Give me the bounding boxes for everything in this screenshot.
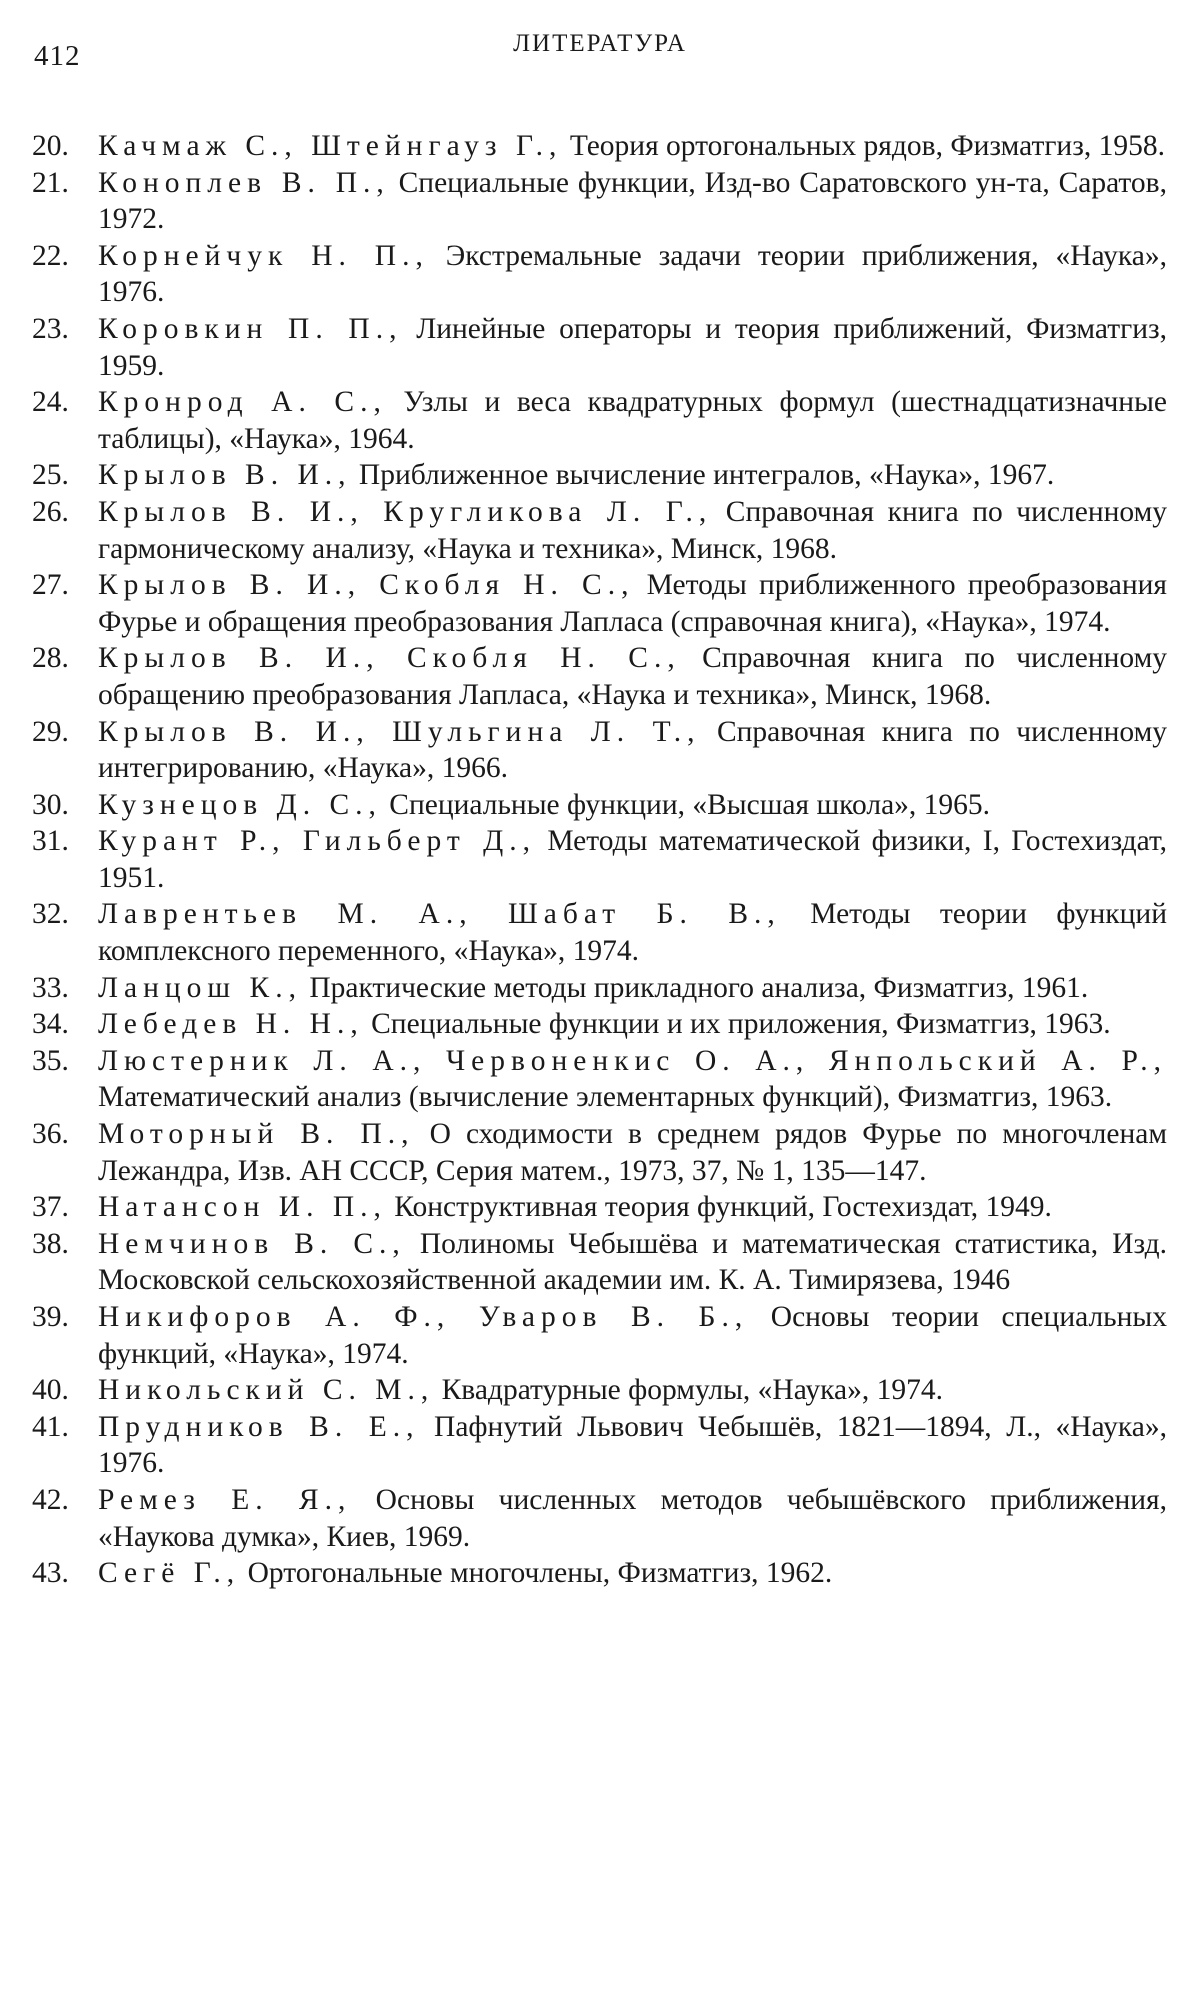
reference-number: 32. (32, 898, 69, 931)
reference-text: Ортогональные многочлены, Физматгиз, 1962. (240, 1557, 833, 1590)
reference-item (32, 311, 1167, 384)
reference-text: Основы теории специальных функций, «Наука», 1974. (98, 1301, 1167, 1370)
reference-number: 43. (32, 1557, 69, 1590)
reference-number: 25. (32, 459, 69, 492)
reference-author: Крылов В. И., Скобля Н. С., (98, 569, 635, 602)
reference-text: Математический анализ (вычисление элементарных функций), Физматгиз, 1963. (98, 1081, 1113, 1114)
reference-item (32, 1116, 1167, 1189)
reference-author: Прудников В. Е., (98, 1410, 420, 1443)
reference-number: 37. (32, 1191, 69, 1224)
reference-number: 34. (32, 1008, 69, 1041)
reference-number: 27. (32, 569, 69, 602)
reference-text: Специальные функции, «Высшая школа», 1965. (381, 788, 991, 821)
reference-number: 42. (32, 1483, 69, 1516)
reference-author: Моторный В. П., (98, 1118, 415, 1151)
reference-author: Ланцош К., (98, 971, 302, 1004)
reference-number: 21. (32, 166, 69, 199)
reference-text: Линейные операторы и теория приближений, Физматгиз, 1959. (98, 312, 1168, 382)
reference-text: Справочная книга по численному гармоническому анализу, «Наука и техника», Минск, 1968. (98, 495, 1168, 565)
reference-text: Пафнутий Львович Чебышёв, 1821—1894, Л., «Наука», 1976. (98, 1410, 1167, 1480)
reference-number: 33. (32, 971, 69, 1004)
reference-number: 24. (32, 386, 69, 419)
reference-number: 39. (32, 1301, 69, 1333)
reference-author: Крылов В. И., Кругликова Л. Г., (98, 495, 713, 528)
reference-author: Кронрод А. С., (98, 386, 387, 419)
reference-item (32, 1189, 1167, 1226)
reference-item (32, 165, 1167, 238)
reference-author: Никифоров А. Ф., Уваров В. Б., (98, 1301, 749, 1333)
reference-item (32, 1043, 1167, 1116)
reference-item (32, 714, 1167, 787)
reference-item (32, 1372, 1167, 1409)
reference-text: Специальные функции и их приложения, Физматгиз, 1963. (363, 1008, 1111, 1041)
reference-item (32, 1482, 1167, 1555)
reference-author: Корнейчук Н. П., (98, 239, 429, 272)
reference-number: 20. (32, 130, 69, 162)
running-title: ЛИТЕРАТУРА (513, 30, 687, 57)
reference-author: Лаврентьев М. А., Шабат Б. В., (98, 898, 781, 931)
reference-item (32, 384, 1167, 457)
reference-item (32, 128, 1167, 165)
reference-text: Приближенное вычисление интегралов, «Наука», 1967. (351, 459, 1055, 492)
reference-number: 38. (32, 1227, 69, 1260)
reference-number: 23. (32, 312, 69, 345)
reference-text: Основы численных методов чебышёвского приближения, «Наукова думка», Киев, 1969. (98, 1483, 1167, 1553)
reference-item (32, 1299, 1167, 1372)
reference-author: Крылов В. И., Шульгина Л. Т., (98, 715, 701, 748)
reference-item (32, 823, 1167, 896)
reference-item (32, 970, 1167, 1007)
reference-item (32, 1409, 1167, 1482)
reference-item (32, 787, 1167, 824)
reference-text: Методы приближенного преобразования Фурье и обращения преобразования Лапласа (справочная книга), «Наука», 1974. (98, 569, 1167, 638)
reference-item (32, 238, 1167, 311)
reference-text: О сходимости в среднем рядов Фурье по многочленам Лежандра, Изв. АН СССР, Серия матем., 1973, 37, № 1, 135—147. (98, 1118, 1167, 1187)
reference-author: Крылов В. И., Скобля Н. С., (98, 642, 681, 675)
reference-item (32, 457, 1167, 494)
reference-text: Методы теории функций комплексного переменного, «Наука», 1974. (98, 898, 1167, 968)
reference-author: Никольский С. М., (98, 1374, 435, 1407)
reference-author: Коноплев В. П., (98, 166, 390, 199)
reference-number: 26. (32, 495, 69, 528)
reference-item (32, 1555, 1167, 1592)
reference-number: 36. (32, 1118, 69, 1151)
reference-author: Люстерник Л. А., Червоненкис О. А., Янпольский А. Р., (98, 1044, 1167, 1077)
reference-author: Натансон И. П., (98, 1191, 387, 1224)
reference-author: Коровкин П. П., (98, 312, 403, 345)
reference-text: Квадратурные формулы, «Наука», 1974. (434, 1374, 943, 1407)
reference-text: Теория ортогональных рядов, Физматгиз, 1958. (562, 130, 1165, 162)
reference-text: Полиномы Чебышёва и математическая статистика, Изд. Московской сельскохозяйственной академии им. К. А. Тимирязева, 1946 (98, 1227, 1167, 1297)
reference-item (32, 494, 1167, 567)
reference-number: 22. (32, 239, 69, 272)
reference-item (32, 640, 1167, 713)
reference-author: Качмаж С., Штейнгауз Г., (98, 130, 563, 162)
reference-item (32, 1226, 1167, 1299)
reference-number: 40. (32, 1374, 69, 1407)
reference-author: Кузнецов Д. С., (98, 788, 382, 821)
reference-list (32, 128, 1167, 1592)
reference-text: Специальные функции, Изд-во Саратовского ун-та, Саратов, 1972. (98, 166, 1167, 236)
reference-text: Экстремальные задачи теории приближения, «Наука», 1976. (98, 239, 1167, 309)
reference-author: Сегё Г., (98, 1557, 241, 1590)
reference-item (32, 896, 1167, 969)
page-number: 412 (34, 40, 81, 72)
reference-number: 28. (32, 642, 69, 675)
reference-text: Конструктивная теория функций, Гостехиздат, 1949. (386, 1191, 1052, 1224)
reference-number: 35. (32, 1044, 69, 1077)
reference-author: Крылов В. И., (98, 459, 352, 492)
reference-author: Немчинов В. С., (98, 1227, 406, 1260)
reference-text: Узлы и веса квадратурных формул (шестнадцатизначные таблицы), «Наука», 1964. (98, 386, 1167, 455)
reference-text: Методы математической физики, I, Гостехиздат, 1951. (98, 825, 1167, 894)
reference-number: 31. (32, 825, 69, 858)
reference-text: Справочная книга по численному обращению преобразования Лапласа, «Наука и техника», Минск, 1968. (98, 642, 1167, 711)
reference-item (32, 567, 1167, 640)
reference-number: 30. (32, 788, 69, 821)
reference-author: Ремез Е. Я., (98, 1483, 352, 1516)
reference-item (32, 1006, 1167, 1043)
reference-number: 41. (32, 1410, 69, 1443)
reference-number: 29. (32, 715, 69, 748)
reference-text: Практические методы прикладного анализа, Физматгиз, 1961. (301, 971, 1089, 1004)
reference-author: Лебедев Н. Н., (98, 1008, 364, 1041)
reference-text: Справочная книга по численному интегрированию, «Наука», 1966. (98, 715, 1168, 785)
reference-author: Курант Р., Гильберт Д., (98, 825, 536, 858)
